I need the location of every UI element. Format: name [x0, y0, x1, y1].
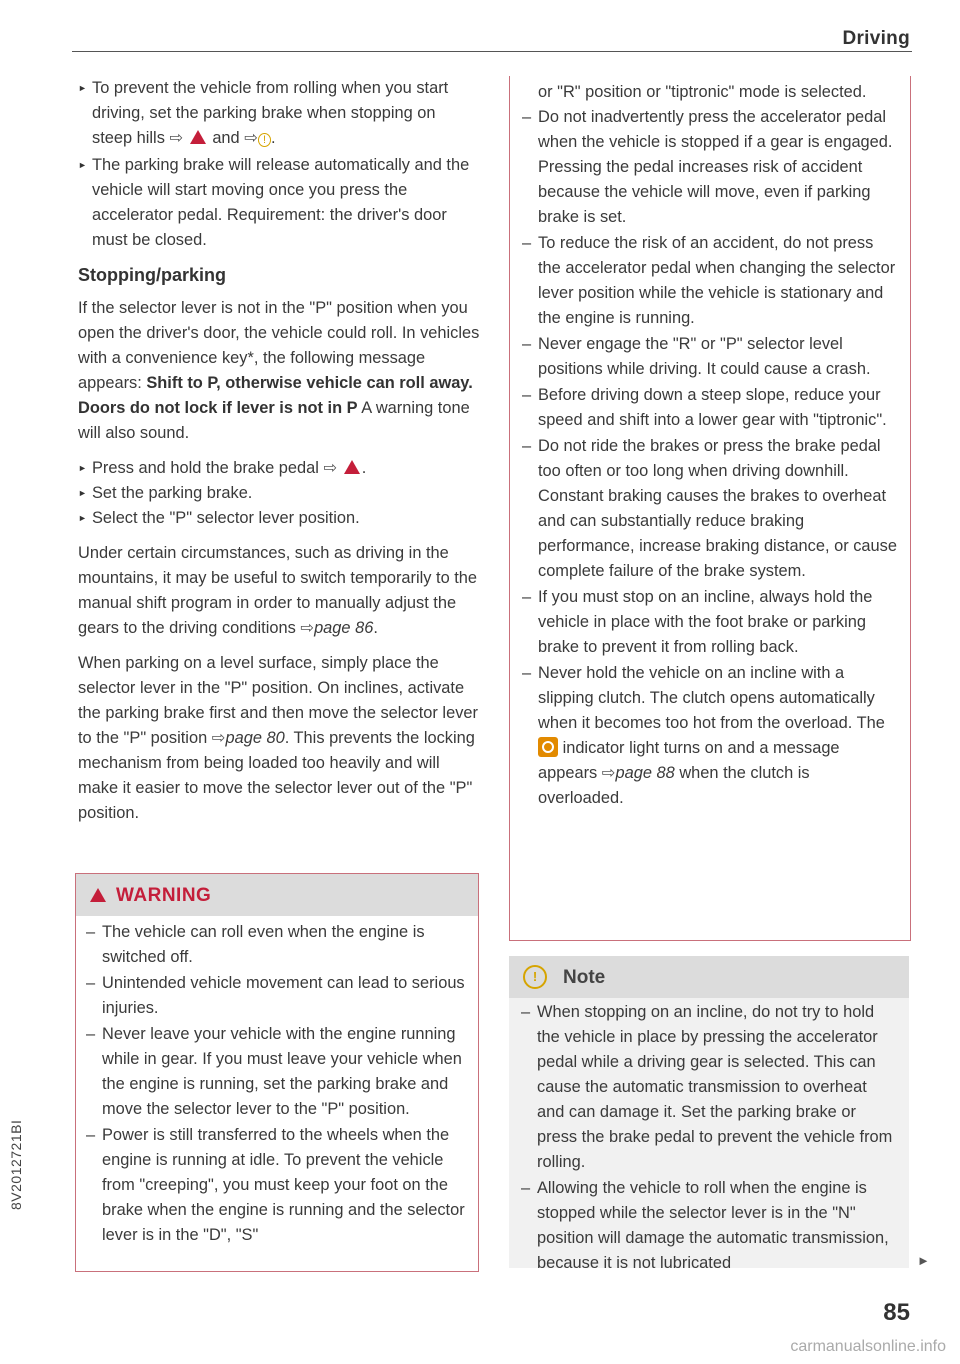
list-item: ► Press and hold the brake pedal ⇨ . — [78, 456, 480, 481]
document-code: 8V2012721BI — [8, 1119, 24, 1210]
warning-list-continued — [522, 105, 898, 811]
list-item: ► The parking brake will release automatically and the vehicle will start moving once you press the accelerator pedal. Requirement: the driver's door must be closed. — [78, 153, 480, 253]
list-item: – Do not ride the brakes or press the brake pedal too often or too long when driving downhill. Constant braking causes the brakes to overheat and can substantially reduce braking performance, increase braking distance, or cause complete failure of the brake system. — [522, 434, 898, 584]
list-item: – The vehicle can roll even when the engine is switched off. — [86, 920, 468, 970]
ref-arrow: ⇨ — [211, 729, 226, 747]
watermark: carmanualsonline.info — [790, 1338, 946, 1355]
warning-box-continued — [509, 76, 911, 941]
note-list — [521, 1000, 897, 1276]
warning-continuation: or "R" position or "tiptronic" mode is selected. — [538, 83, 867, 101]
ref-arrow: ⇨ — [300, 619, 315, 637]
left-column — [78, 76, 480, 836]
note-ref-icon: ! — [258, 133, 271, 147]
heading-stopping-parking: Stopping/parking — [78, 265, 226, 285]
list-item: – Never hold the vehicle on an incline with a slipping clutch. The clutch opens automatically when it becomes too hot from the overload. The indicator light turns on and a message appears ⇨page 88 when the clutch is overloaded. — [522, 661, 898, 811]
list-item: ► To prevent the vehicle from rolling when you start driving, set the parking brake when stopping on steep hills ⇨ and ⇨ ! . — [78, 76, 480, 153]
list-item: – Never leave your vehicle with the engine running while in gear. If you must leave your vehicle when the engine is running, set the parking brake and move the selector lever to the "P" position. — [86, 1022, 468, 1122]
bullet-list-top — [78, 76, 480, 253]
ref-arrow: ⇨ — [244, 129, 258, 147]
ref-arrow: ⇨ — [601, 764, 616, 782]
warning-triangle-icon — [90, 888, 106, 902]
warning-triangle-icon — [344, 460, 360, 474]
list-item: – If you must stop on an incline, always hold the vehicle in place with the foot brake or parking brake to prevent it from rolling back. — [522, 585, 898, 660]
clutch-indicator-icon — [538, 737, 558, 757]
list-item: – Allowing the vehicle to roll when the engine is stopped while the selector lever is in the "N" position will damage the automatic transmission, because it is not lubricated — [521, 1176, 897, 1276]
header-rule — [72, 51, 912, 52]
list-item: – Never engage the "R" or "P" selector level positions while driving. It could cause a crash. — [522, 332, 898, 382]
warning-triangle-icon — [190, 130, 206, 144]
warning-header — [76, 874, 478, 916]
note-header — [509, 956, 909, 998]
info-circle-icon: ! — [523, 965, 547, 989]
list-item: – Before driving down a steep slope, reduce your speed and shift into a lower gear with "tiptronic". — [522, 383, 898, 433]
page-reference-link[interactable]: page 88 — [615, 764, 675, 782]
list-item: – Power is still transferred to the wheels when the engine is running at idle. To prevent the vehicle from "creeping", you must keep your foot on the brake when the engine is running and the selector lever is in the "D", "S" — [86, 1123, 468, 1248]
warning-box — [75, 873, 479, 1272]
ref-arrow: ⇨ — [323, 459, 338, 477]
message-text: Shift to P, otherwise vehicle can roll away. Doors do not lock if lever is not in P — [78, 374, 473, 417]
list-item: ► Set the parking brake. — [78, 481, 480, 506]
paragraph-level-surface: When parking on a level surface, simply place the selector lever in the "P" position. On inclines, activate the parking brake first and then move the selector lever to the "P" position ⇨page 80. This prevents the locking mechanism from being loaded too heavily and will make it easier to move the selector lever out of the "P" position. — [78, 654, 478, 822]
section-title: Driving — [842, 28, 910, 49]
ref-arrow: ⇨ — [169, 129, 184, 147]
page-number: 85 — [883, 1299, 910, 1326]
list-item: – When stopping on an incline, do not try to hold the vehicle in place by pressing the accelerator pedal while a driving gear is selected. This can cause the automatic transmission to overheat and can damage it. Set the parking brake or press the brake pedal to prevent the vehicle from rolling. — [521, 1000, 897, 1175]
list-item: – Unintended vehicle movement can lead to serious injuries. — [86, 971, 468, 1021]
list-item: ► Select the "P" selector lever position. — [78, 506, 480, 531]
page-reference-link[interactable]: page 86 — [314, 619, 374, 637]
paragraph-mountains: Under certain circumstances, such as driving in the mountains, it may be useful to switch temporarily to the manual shift program in order to manually adjust the gears to the driving conditions ⇨page 86. — [78, 544, 478, 637]
list-item: – Do not inadvertently press the accelerator pedal when the vehicle is stopped if a gear is engaged. Pressing the pedal increases risk of accident because the vehicle will move, even if parking brake is set. — [522, 105, 898, 230]
list-item: – To reduce the risk of an accident, do not press the accelerator pedal when changing the selector lever position while the vehicle is stationary and the engine is running. — [522, 231, 898, 331]
note-title: Note — [563, 966, 606, 988]
bullet-list-mid — [78, 456, 480, 531]
warning-title: WARNING — [116, 884, 212, 906]
page-reference-link[interactable]: page 80 — [225, 729, 285, 747]
continue-arrow-icon: ► — [917, 1253, 930, 1268]
warning-body — [76, 916, 478, 1248]
paragraph-stopping: If the selector lever is not in the "P" position when you open the driver's door, the vehicle could roll. In vehicles with a convenience key*, the following message appears: Shift to P, otherwise vehicle can roll away. Doors do not lock if lever is not in P A warning tone will also sound. — [78, 299, 480, 442]
note-box — [509, 956, 909, 1272]
warning-list — [86, 920, 468, 1248]
note-body — [509, 998, 909, 1276]
